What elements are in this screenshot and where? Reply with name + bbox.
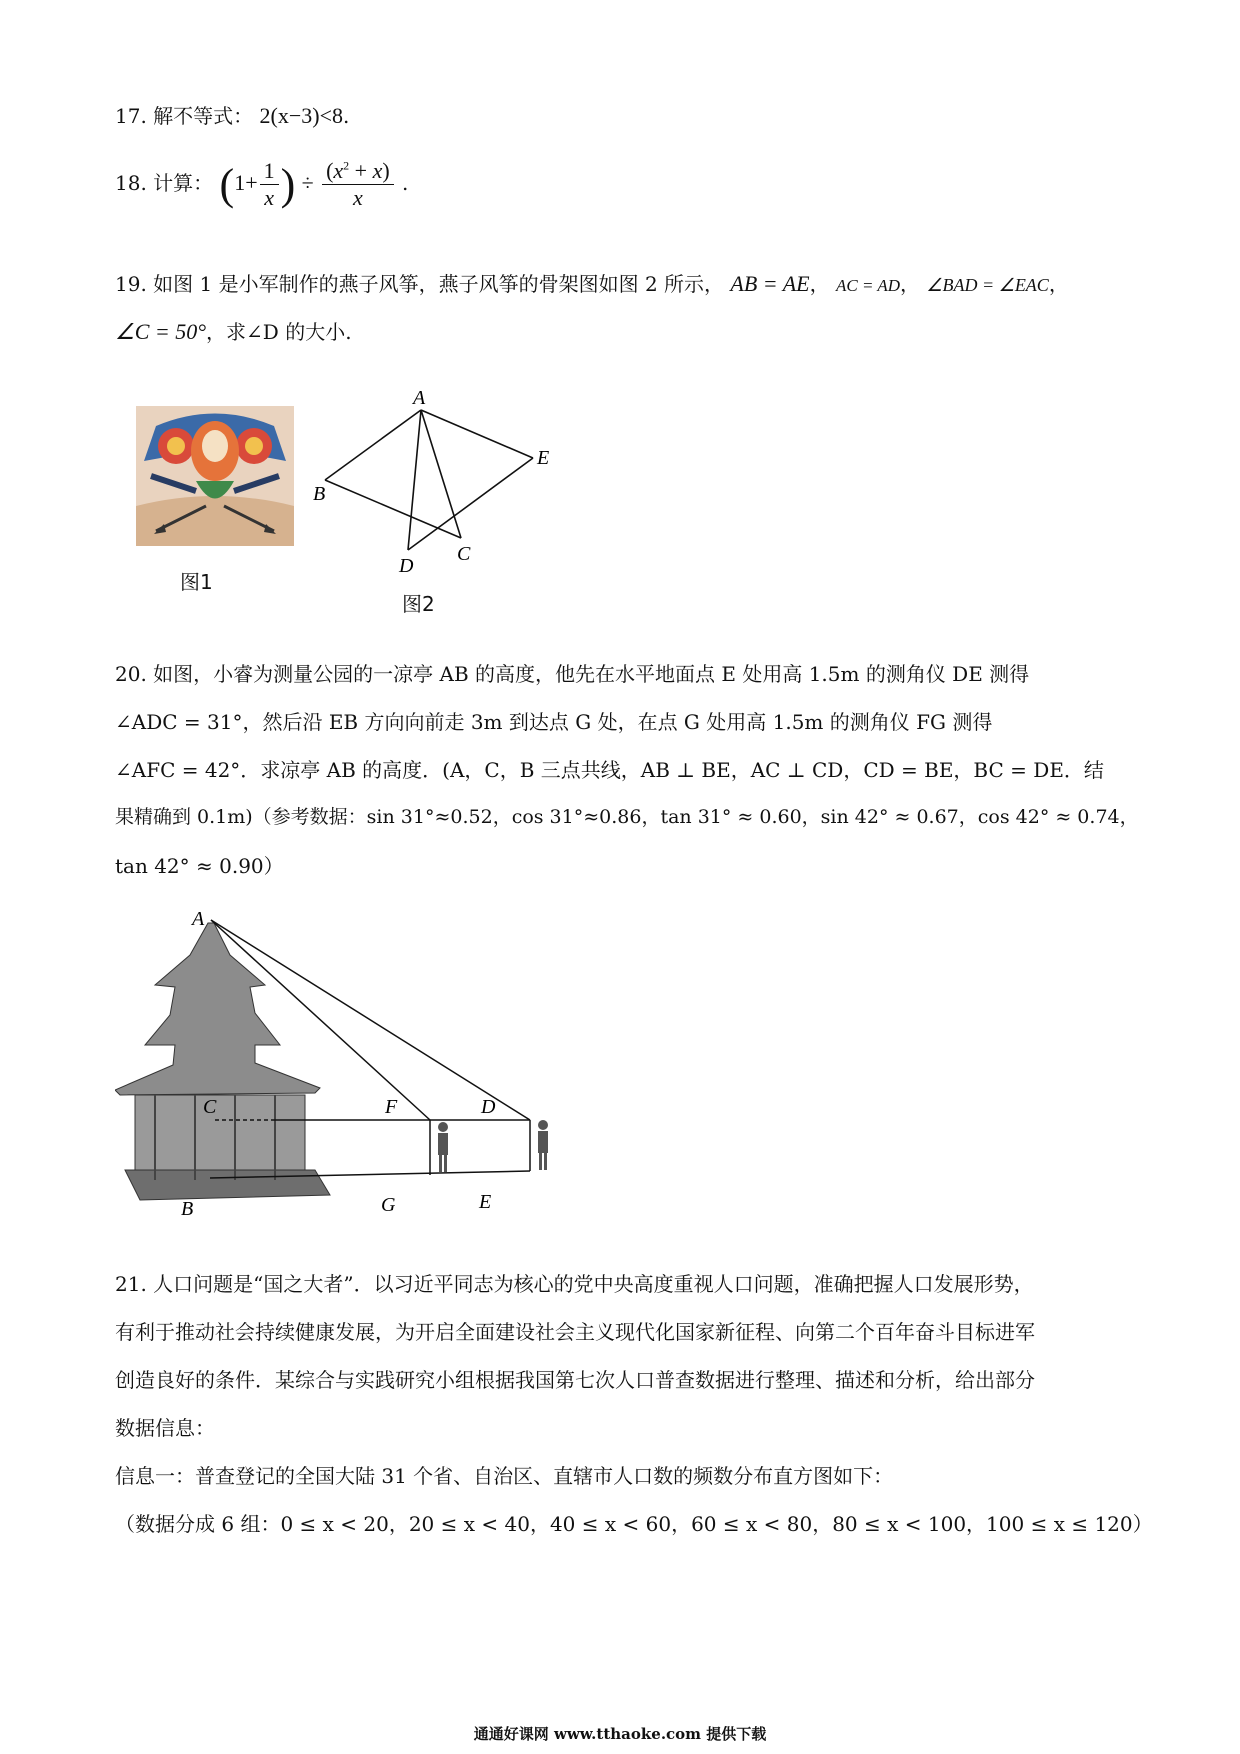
q20-text-5: tan 42° ≈ 0.90）	[115, 854, 284, 878]
label-g: G	[381, 1194, 396, 1216]
q21-text-1: 21. 人口问题是“国之大者”．以习近平同志为核心的党中央高度重视人口问题，准确把握人口发展形势，	[115, 1272, 1034, 1296]
label-b: B	[181, 1198, 194, 1220]
q20-text-4: 果精确到 0.1m)（参考数据：sin 31°≈0.52，cos 31°≈0.86，tan 31° ≈ 0.60，sin 42° ≈ 0.67，cos 42° ≈ 0.74，	[115, 806, 1139, 828]
q19-cond-ac-ad: AC = AD	[835, 276, 901, 295]
pavilion-drawing	[115, 923, 330, 1200]
q20-line1	[115, 658, 1029, 687]
label-e: E	[537, 447, 550, 469]
person-at-e	[538, 1120, 548, 1170]
q20-text-2: ∠ADC = 31°，然后沿 EB 方向向前走 3m 到达点 G 处，在点 G 处用高 1.5m 的测角仪 FG 测得	[115, 710, 993, 734]
segment-ad	[408, 410, 421, 550]
segment-ac	[421, 410, 461, 538]
q17-line	[115, 100, 349, 129]
segment-ed	[408, 458, 533, 550]
q21-text-2: 有利于推动社会持续健康发展，为开启全面建设社会主义现代化国家新征程、向第二个百年奋斗目标进军	[115, 1320, 1035, 1344]
label-c: C	[203, 1096, 217, 1118]
label-a: A	[413, 390, 426, 409]
q21-text-6: （数据分成 6 组：0 ≤ x < 20，20 ≤ x < 40，40 ≤ x < 60，60 ≤ x < 80，80 ≤ x < 100，100 ≤ x ≤ 120）	[115, 1512, 1153, 1536]
label-a: A	[192, 908, 205, 930]
q19-question: ，求∠D 的大小.	[206, 320, 352, 344]
label-d: D	[481, 1096, 496, 1118]
q17-expression: 2(x−3)<8	[259, 103, 343, 128]
label-c: C	[457, 543, 471, 565]
q19-line2	[115, 316, 352, 345]
q18-number: 18.	[115, 171, 147, 195]
q20-text-1: 如图，小睿为测量公园的一凉亭 AB 的高度，他先在水平地面点 E 处用高 1.5m 的测角仪 DE 测得	[153, 662, 1030, 686]
kite-skeleton-diagram	[305, 390, 565, 590]
q18-end: .	[402, 171, 409, 195]
q19-number: 19.	[115, 272, 147, 296]
q20-text-3: ∠AFC = 42°．求凉亭 AB 的高度．(A，C，B 三点共线，AB ⊥ BE，AC ⊥ CD，CD = BE，BC = DE．结	[115, 758, 1104, 782]
pavilion-diagram	[115, 895, 575, 1225]
q18-expression: (1+ $\frac{1}{x}$ ) ÷ $\frac{(x^2 + x)}{x}$	[220, 171, 403, 195]
q19-cond-angles: ∠BAD = ∠EAC	[926, 275, 1049, 295]
q21-text-3: 创造良好的条件．某综合与实践研究小组根据我国第七次人口普查数据进行整理、描述和分析，给出部分	[115, 1368, 1035, 1392]
person-at-g	[438, 1122, 448, 1172]
q18-line	[115, 158, 408, 211]
label-f: F	[385, 1096, 398, 1118]
segment-bc	[325, 480, 461, 538]
label-e: E	[479, 1191, 492, 1213]
kite-illustration	[136, 406, 294, 546]
q21-text-5: 信息一：普查登记的全国大陆 31 个省、自治区、直辖市人口数的频数分布直方图如下：	[115, 1464, 894, 1488]
q20-number: 20.	[115, 662, 147, 686]
q18-text: 计算：	[153, 171, 214, 195]
figure-1-caption: 图1	[180, 570, 213, 594]
q19-cond-angle-c: ∠C = 50°	[115, 319, 207, 344]
figure-2-caption: 图2	[402, 592, 435, 616]
segment-ae	[421, 410, 533, 458]
footer-source: 通通好课网 www.tthaoke.com 提供下载	[473, 1725, 767, 1743]
label-b: B	[313, 483, 326, 505]
q17-end: .	[343, 104, 350, 128]
label-d: D	[399, 555, 414, 577]
q17-text: 解不等式：	[153, 104, 254, 128]
q17-number: 17.	[115, 104, 147, 128]
q19-cond-ab-ae: AB = AE	[730, 271, 810, 296]
kite-photo	[136, 406, 294, 546]
q21-text-4: 数据信息：	[115, 1416, 215, 1440]
segment-ab	[325, 410, 421, 480]
q19-line1: 19. 如图 1 是小军制作的燕子风筝，燕子风筝的骨架图如图 2 所示， AB = AE， AC = AD， ∠BAD = ∠EAC，	[115, 271, 1069, 296]
q19-text: 如图 1 是小军制作的燕子风筝，燕子风筝的骨架图如图 2 所示，	[153, 272, 725, 296]
